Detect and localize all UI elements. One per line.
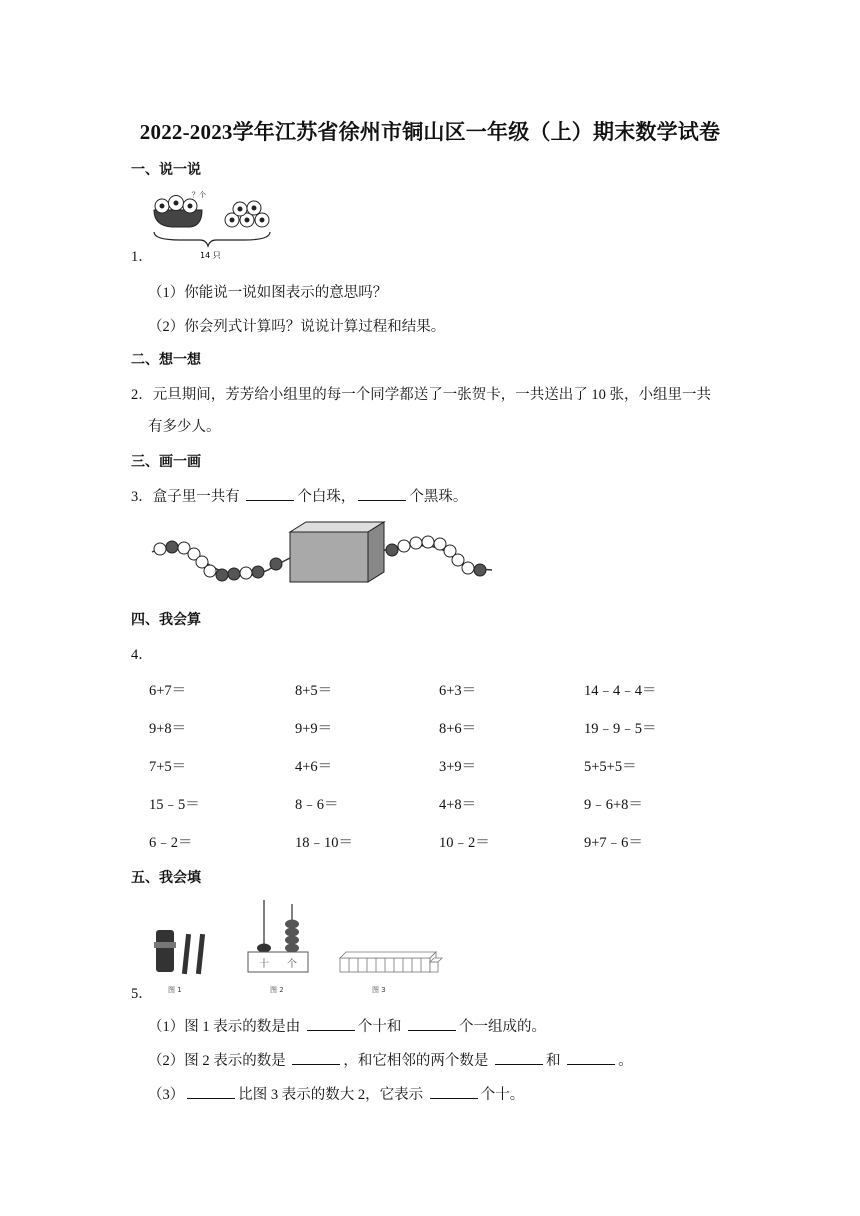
calc-item: 3+9＝ <box>439 759 477 775</box>
abacus-icon <box>248 900 308 972</box>
q5-part-2 <box>148 1049 633 1070</box>
q5-p3-text-b: 比图 3 表示的数大 2，它表示 <box>238 1087 424 1103</box>
calc-item: 18﹣10＝ <box>295 835 353 851</box>
brace <box>154 232 270 246</box>
bundle-sticks-icon <box>154 930 205 974</box>
q5-p1-blank-tens[interactable] <box>307 1016 355 1031</box>
q5-p2-blank-prev[interactable] <box>495 1050 543 1065</box>
q3-text-c: 个黑珠。 <box>409 489 468 505</box>
calc-item: 19﹣9﹣5＝ <box>584 721 657 737</box>
calc-item: 8﹣6＝ <box>295 797 339 813</box>
fig1-label: 图 1 <box>168 986 182 994</box>
q1-number: 1． <box>131 249 153 265</box>
abacus-tens-label: 十 <box>259 959 269 970</box>
calc-item: 6﹣2＝ <box>149 835 193 851</box>
q5-p2-text-b: ，和它相邻的两个数是 <box>343 1053 489 1069</box>
balls-icon <box>225 201 269 227</box>
q1-total-label: 14 只 <box>200 251 221 260</box>
q3-text-a: 3．盒子里一共有 <box>131 489 240 505</box>
q5-part-3 <box>148 1083 524 1104</box>
q4-number: 4． <box>131 647 153 663</box>
section-3-heading: 三、画一画 <box>131 454 201 470</box>
q5-p3-text-a: （3） <box>148 1087 185 1103</box>
page-title: 2022-2023学年江苏省徐州市铜山区一年级（上）期末数学试卷 <box>139 120 721 144</box>
q5-number: 5． <box>131 986 153 1002</box>
q5-p1-blank-ones[interactable] <box>408 1016 456 1031</box>
fig3-label: 图 3 <box>372 986 386 994</box>
q5-p2-text-d: 。 <box>618 1053 633 1069</box>
calc-item: 8+6＝ <box>439 721 477 737</box>
q5-p3-blank-tens[interactable] <box>430 1084 478 1099</box>
q1-part-2: （2）你会列式计算吗？说说计算过程和结果。 <box>148 319 446 335</box>
q3-bead-figure <box>148 518 498 584</box>
q5-p1-text-b: 个十和 <box>357 1019 402 1035</box>
q1-figure <box>150 190 280 262</box>
q1-unknown-label: ？个 <box>192 191 206 199</box>
box-icon <box>290 522 384 582</box>
fig2-label: 图 2 <box>270 986 284 994</box>
q5-figures <box>150 898 450 998</box>
q3-blank-black[interactable] <box>358 486 406 501</box>
section-2-heading: 二、想一想 <box>131 352 201 368</box>
q5-p2-blank-next[interactable] <box>567 1050 615 1065</box>
calc-item: 4+6＝ <box>295 759 333 775</box>
calc-item: 9+8＝ <box>149 721 187 737</box>
q5-p1-text-c: 个一组成的。 <box>459 1019 546 1035</box>
calc-item: 7+5＝ <box>149 759 187 775</box>
q5-p2-blank-number[interactable] <box>292 1050 340 1065</box>
q5-p3-text-c: 个十。 <box>480 1087 525 1103</box>
q2-line-1: 2．元旦期间，芳芳给小组里的每一个同学都送了一张贺卡，一共送出了 10 张，小组里一共 <box>131 387 711 403</box>
section-1-heading: 一、说一说 <box>131 162 201 178</box>
q5-p3-blank-number[interactable] <box>187 1084 235 1099</box>
calc-item: 10﹣2＝ <box>439 835 490 851</box>
q5-p1-text-a: （1）图 1 表示的数是由 <box>148 1019 301 1035</box>
calc-item: 9﹣6+8＝ <box>584 797 643 813</box>
abacus-ones-label: 个 <box>287 959 297 970</box>
q5-p2-text-c: 和 <box>546 1053 561 1069</box>
section-5-heading: 五、我会填 <box>131 870 201 886</box>
q1-part-1: （1）你能说一说如图表示的意思吗？ <box>148 285 388 301</box>
section-4-heading: 四、我会算 <box>131 612 201 628</box>
calc-item: 9+7﹣6＝ <box>584 835 643 851</box>
q3-text-b: 个白珠， <box>297 489 356 505</box>
calc-item: 14﹣4﹣4＝ <box>584 683 657 699</box>
basket-icon <box>154 196 202 228</box>
cube-rows-icon <box>340 952 442 972</box>
calc-item: 5+5+5＝ <box>584 759 637 775</box>
calc-item: 15﹣5＝ <box>149 797 200 813</box>
calc-item: 6+7＝ <box>149 683 187 699</box>
q3-text <box>131 485 467 506</box>
q2-line-2: 有多少人。 <box>148 419 221 435</box>
calc-item: 8+5＝ <box>295 683 333 699</box>
q3-blank-white[interactable] <box>246 486 294 501</box>
calc-item: 4+8＝ <box>439 797 477 813</box>
calc-item: 9+9＝ <box>295 721 333 737</box>
q5-part-1 <box>148 1015 546 1036</box>
q5-p2-text-a: （2）图 2 表示的数是 <box>148 1053 286 1069</box>
calc-item: 6+3＝ <box>439 683 477 699</box>
